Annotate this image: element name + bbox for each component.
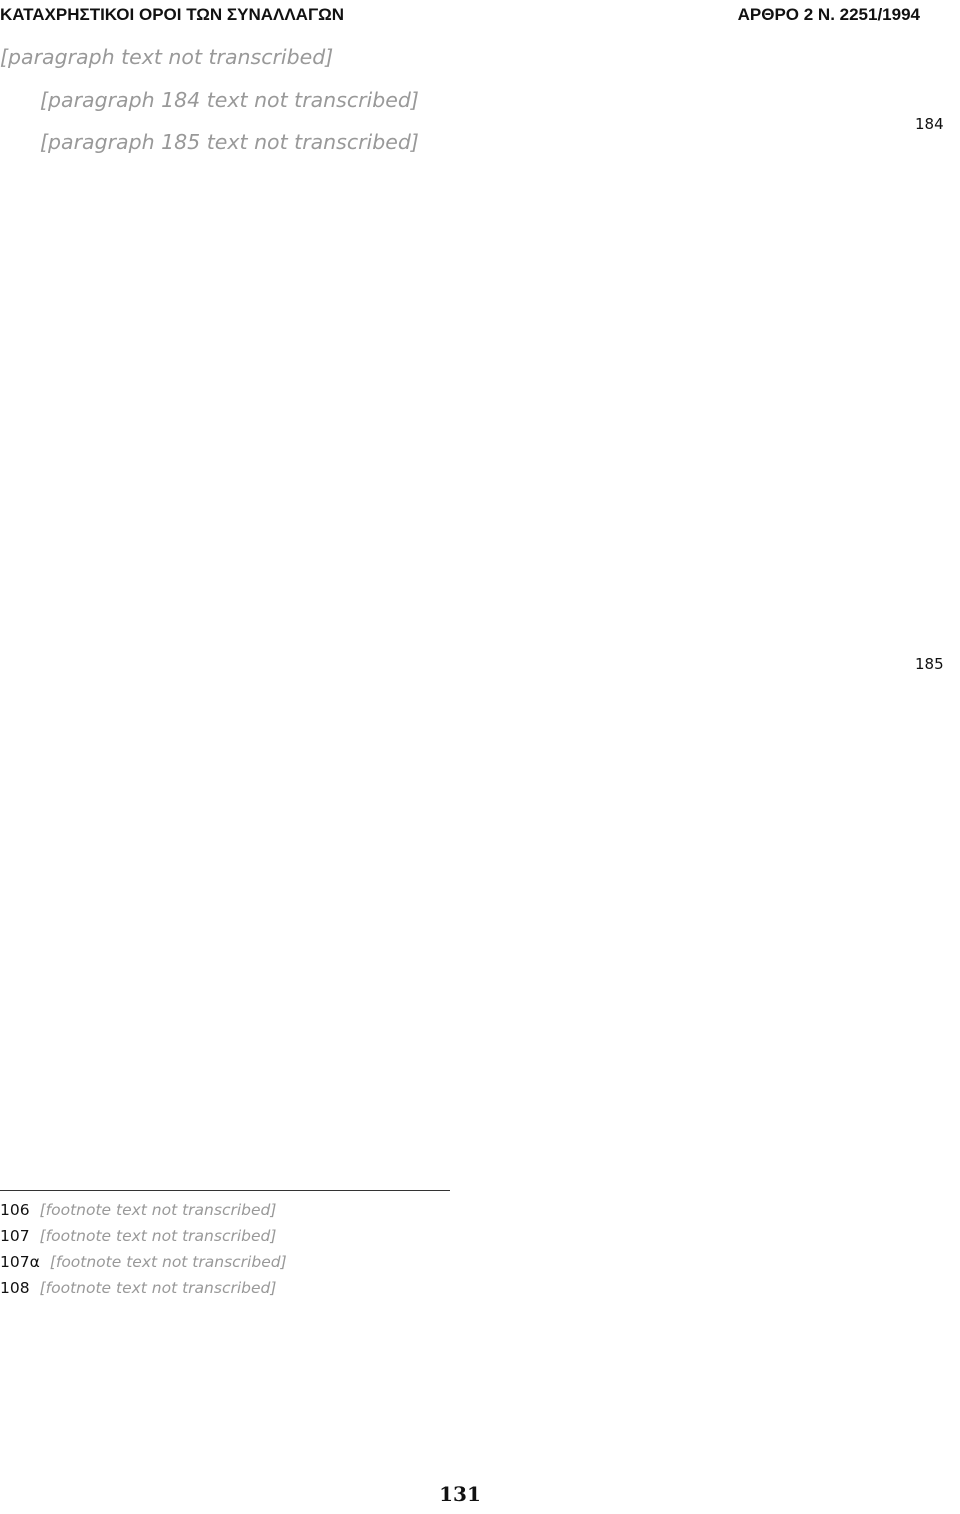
page-number: 131 bbox=[439, 1482, 481, 1506]
paragraph: [paragraph text not transcribed] bbox=[0, 45, 334, 69]
footnote-number: 107α bbox=[0, 1253, 40, 1271]
footnote-number: 106 bbox=[0, 1201, 30, 1219]
footnote-text: [footnote text not transcribed] bbox=[39, 1227, 277, 1245]
header-left: ΚΑΤΑΧΡΗΣΤΙΚΟΙ ΟΡΟΙ ΤΩΝ ΣΥΝΑΛΛΑΓΩΝ bbox=[0, 5, 345, 24]
margin-number: 184 bbox=[915, 115, 944, 133]
footnote bbox=[0, 1223, 905, 1249]
footnote-number: 108 bbox=[0, 1279, 30, 1297]
footnote-text: [footnote text not transcribed] bbox=[39, 1279, 277, 1297]
margin-number: 185 bbox=[915, 655, 944, 673]
footnotes bbox=[0, 1190, 905, 1301]
paragraph: [paragraph 184 text not transcribed] bbox=[40, 87, 419, 112]
footnote-rule bbox=[0, 1190, 450, 1191]
running-header bbox=[0, 0, 920, 30]
footnote-number: 107 bbox=[0, 1227, 30, 1245]
footnote bbox=[0, 1249, 905, 1275]
footnote-text: [footnote text not transcribed] bbox=[39, 1201, 277, 1219]
header-right: ΑΡΘΡΟ 2 Ν. 2251/1994 bbox=[737, 5, 920, 24]
body-text bbox=[0, 40, 905, 168]
footnote bbox=[0, 1275, 905, 1301]
paragraph: [paragraph 185 text not transcribed] bbox=[40, 130, 419, 154]
footnote-text: [footnote text not transcribed] bbox=[49, 1253, 287, 1271]
footnote bbox=[0, 1197, 905, 1223]
